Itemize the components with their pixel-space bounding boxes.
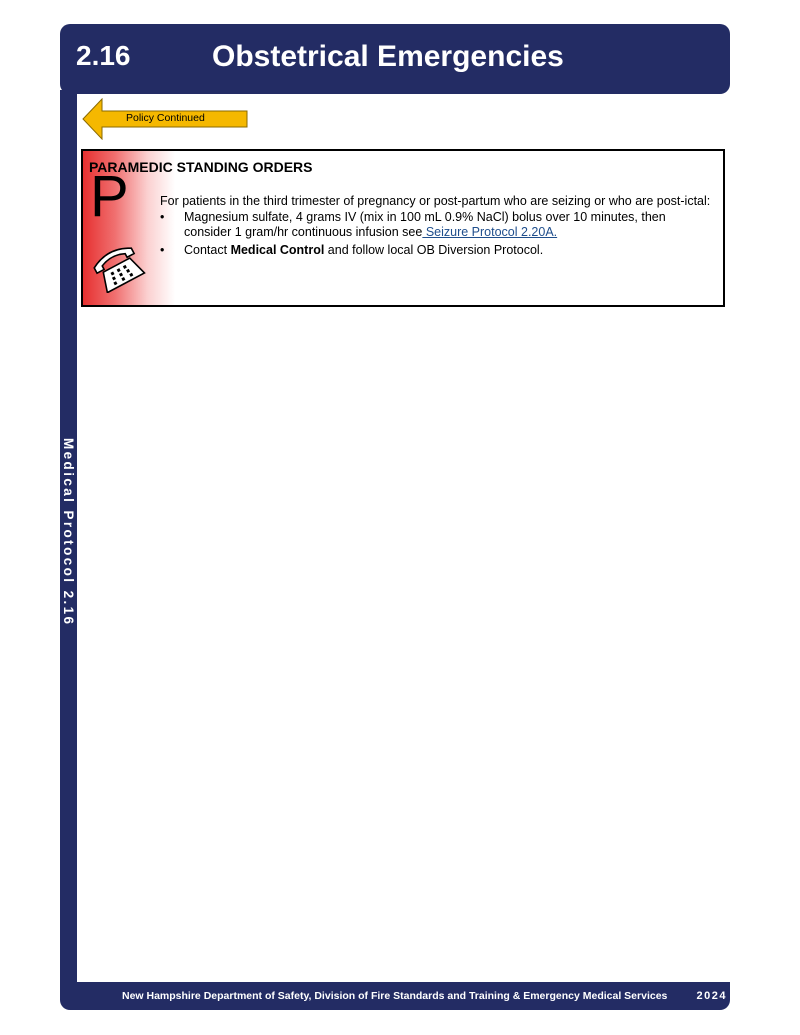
bullet-icon: • <box>160 243 165 257</box>
orders-list <box>160 210 712 258</box>
sidebar-label: Medical Protocol 2.16 <box>61 438 76 627</box>
page-header <box>60 24 730 94</box>
seizure-protocol-link[interactable]: Seizure Protocol 2.20A. <box>422 225 558 239</box>
policy-continued-link[interactable]: Policy Continued <box>126 112 205 124</box>
magnesium-order-text: Magnesium sulfate, 4 grams IV (mix in 100 mL 0.9% NaCl) bolus over 10 minutes, then consider 1 gram/hr continuous infusion see <box>184 210 666 239</box>
standing-orders-content <box>160 194 712 261</box>
list-item <box>160 210 712 240</box>
page-title: Obstetrical Emergencies <box>212 40 564 73</box>
page-footer <box>60 982 730 1010</box>
standing-orders-heading: PARAMEDIC STANDING ORDERS <box>89 159 313 175</box>
telephone-icon <box>88 239 146 293</box>
list-item <box>160 243 712 258</box>
bullet-icon: • <box>160 210 165 224</box>
contact-suffix-text: and follow local OB Diversion Protocol. <box>324 243 544 257</box>
protocol-number: 2.16 <box>76 40 131 71</box>
standing-orders-box <box>81 149 725 307</box>
medical-control-text: Medical Control <box>230 243 325 257</box>
intro-text: For patients in the third trimester of pregnancy or post-partum who are seizing or who are post-ictal: <box>160 194 711 208</box>
paramedic-level-letter: P <box>90 164 129 229</box>
footer-year: 2024 <box>696 990 727 1002</box>
contact-prefix-text: Contact <box>184 243 231 257</box>
footer-text: New Hampshire Department of Safety, Division of Fire Standards and Training & Emergency Medical Services <box>122 990 668 1002</box>
